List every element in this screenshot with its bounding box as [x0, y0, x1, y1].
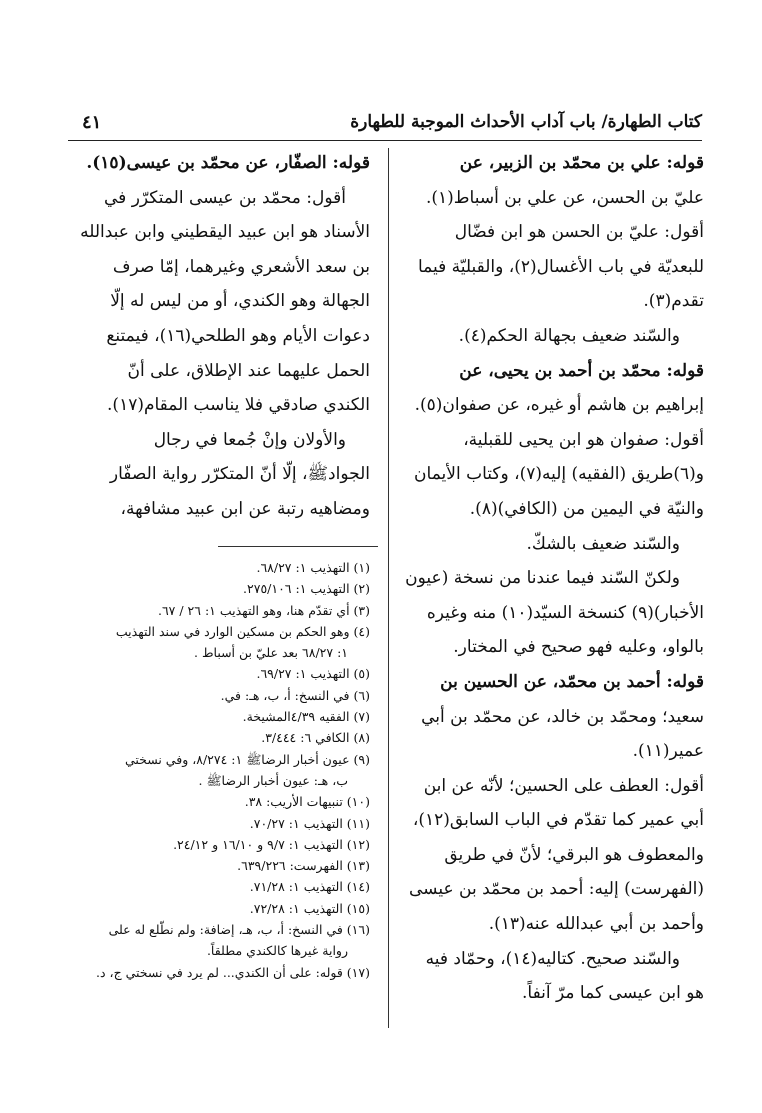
text-line: و(٦)طريق (الفقيه) إليه(٧)، وكتاب الأيمان	[414, 464, 704, 485]
text-line: الكندي صادقي فلا يناسب المقام(١٧).	[107, 395, 370, 416]
text-line: أبي عمير كما تقدّم في الباب السابق(١٢)،	[412, 810, 704, 831]
text-line: (الفهرست) إليه: أحمد بن محمّد بن عيسى	[409, 879, 704, 900]
footnote: (١٧) قوله: على أن الكندي... لم يرد في نسختي ج، د.	[96, 964, 370, 980]
text-line: وأحمد بن أبي عبدالله عنه(١٣).	[488, 914, 704, 935]
footnote: (٤) وهو الحكم بن مسكين الوارد في سند التهذيب	[115, 623, 370, 639]
text-line: أقول: العطف على الحسين؛ لأنّه عن ابن	[423, 775, 704, 796]
text-line: تقدم(٣).	[643, 291, 704, 312]
text-line: قوله: محمّد بن أحمد بن يحيى، عن	[459, 360, 704, 381]
footnote: (٣) أي تقدّم هنا، وهو التهذيب ١: ٢٦ / ٦٧.	[157, 602, 370, 618]
text-line: للبعديّة في باب الأغسال(٢)، والقبليّة فيما	[417, 256, 704, 277]
footnote: ١: ٦٨/٢٧ بعد عليّ بن أسباط .	[194, 645, 348, 661]
left-column	[50, 146, 370, 527]
text-line: قوله: الصفّار، عن محمّد بن عيسى(١٥).	[86, 153, 370, 173]
footnotes	[50, 557, 370, 983]
text-line: ولكنّ السّند فيما عندنا من نسخة (عيون	[405, 568, 680, 589]
text-line: والسّند ضعيف بجهالة الحكم(٤).	[458, 325, 680, 346]
footnote: (١٠) تنبيهات الأريب: ٣٨.	[244, 794, 370, 810]
text-line: الأخبار)(٩) كنسخة السيّد(١٠) منه وغيره	[426, 602, 704, 623]
running-title: كتاب الطهارة/ باب آداب الأحداث الموجبة للطهارة	[350, 112, 702, 132]
text-line: الحمل عليهما عند الإطلاق، على أنّ	[127, 360, 370, 381]
text-line: عليّ بن الحسن، عن علي بن أسباط(١).	[425, 187, 704, 208]
text-line: الجهالة وهو الكندي، أو من ليس له إلّا	[110, 291, 370, 312]
text-line: بن سعد الأشعري وغيرهما، إمّا صرف	[112, 256, 370, 277]
footnote: (١٢) التهذيب ١: ٩/٧ و ١٦/١٠ و ٢٤/١٢.	[173, 836, 370, 852]
text-line: سعيد؛ ومحمّد بن خالد، عن محمّد بن أبي	[421, 706, 704, 727]
footnote: (١٤) التهذيب ١: ٧١/٢٨.	[249, 879, 370, 895]
text-line: إبراهيم بن هاشم أو غيره، عن صفوان(٥).	[414, 395, 704, 416]
footnote: (١٦) في النسخ: أ، ب، هـ، إضافة: ولم نطّلع له على	[108, 922, 370, 938]
footnote: رواية غيرها كالكندي مطلقاً.	[206, 943, 348, 959]
text-line: والسّند ضعيف بالشكّ.	[526, 533, 680, 554]
footnote: (٩) عيون أخبار الرضاﷺ ١: ٨/٢٧٤، وفي نسختي	[124, 751, 370, 767]
footnote: (٦) في النسخ: أ، ب، هـ: في.	[220, 687, 370, 703]
footnote: (٧) الفقيه ٤/٣٩المشيخة.	[242, 709, 370, 725]
text-line: والأولان وإنْ جُمعا في رجال	[153, 429, 346, 450]
text-line: والنيّة في اليمين من (الكافي)(٨).	[469, 498, 704, 519]
text-line: أقول: عليّ بن الحسن هو ابن فضّال	[454, 222, 704, 243]
footnote: (١٥) التهذيب ١: ٧٢/٢٨.	[249, 900, 370, 916]
text-line: أقول: محمّد بن عيسى المتكرّر في	[104, 187, 346, 208]
column-divider	[388, 148, 389, 1028]
text-line: الجوادﷺ، إلّا أنّ المتكرّر رواية الصفّار	[109, 464, 370, 485]
running-header	[68, 110, 702, 141]
footnote: ب، هـ: عيون أخبار الرضاﷺ .	[198, 772, 348, 788]
page-number: ٤١	[82, 112, 102, 133]
right-column	[400, 146, 704, 1011]
text-line: والسّند صحيح. كتاليه(١٤)، وحمّاد فيه	[425, 948, 680, 969]
text-line: قوله: علي بن محمّد بن الزبير، عن	[459, 153, 704, 173]
text-line: الأسناد هو ابن عبيد اليقطيني وابن عبدالله	[80, 222, 370, 243]
text-line: والمعطوف هو البرقي؛ لأنّ في طريق	[444, 844, 704, 865]
footnote: (٨) الكافي ٦: ٣/٤٤٤.	[261, 730, 370, 746]
footnote: (١١) التهذيب ١: ٧٠/٢٧.	[249, 815, 370, 831]
footnote: (١) التهذيب ١: ٦٨/٢٧.	[256, 560, 370, 575]
text-line: ومضاهيه رتبة عن ابن عبيد مشافهة،	[120, 498, 370, 519]
text-line: أقول: صفوان هو ابن يحيى للقبلية،	[463, 429, 704, 450]
footnote: (١٣) الفهرست: ٦٣٩/٢٢٦.	[237, 858, 370, 874]
footnote: (٥) التهذيب ١: ٦٩/٢٧.	[256, 666, 370, 682]
footnote: (٢) التهذيب ١: ٢٧٥/١٠٦.	[243, 581, 370, 597]
footnote-separator	[218, 546, 378, 547]
text-line: عمير(١١).	[632, 741, 704, 762]
text-line: هو ابن عيسى كما مرّ آنفاً.	[522, 983, 704, 1004]
text-line: قوله: أحمد بن محمّد، عن الحسين بن	[440, 671, 704, 692]
text-line: بالواو، وعليه فهو صحيح في المختار.	[453, 637, 704, 658]
text-line: دعوات الأيام وهو الطلحي(١٦)، فيمتنع	[106, 325, 370, 346]
